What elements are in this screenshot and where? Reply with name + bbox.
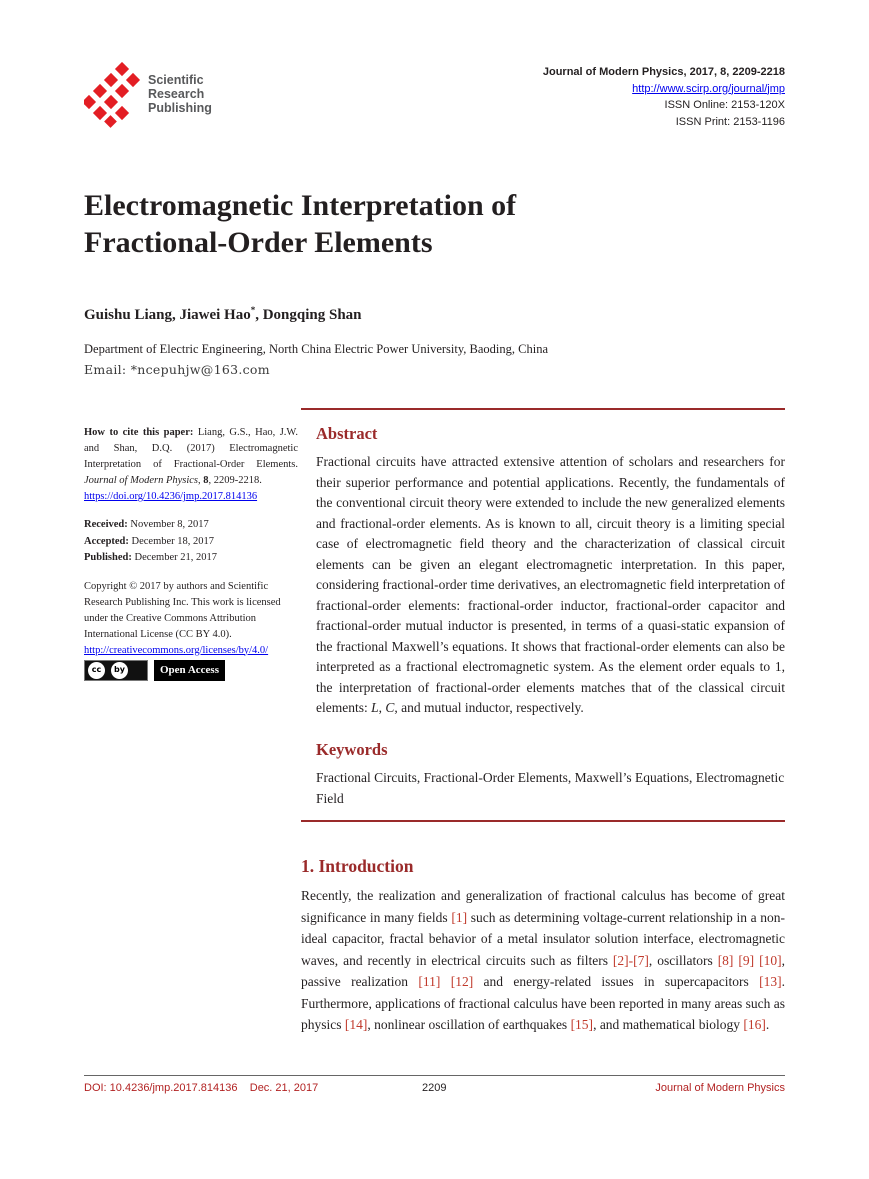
footer-date: Dec. 21, 2017 (249, 1082, 319, 1094)
abstract-top-rule (301, 408, 785, 410)
journal-header (543, 64, 785, 130)
reference-link[interactable]: [11] (418, 974, 441, 989)
reference-link[interactable]: [15] (570, 1017, 594, 1032)
issn-online: ISSN Online: 2153-120X (664, 99, 785, 111)
reference-link[interactable]: [8] (717, 952, 734, 968)
cc-by-badge[interactable] (84, 660, 148, 681)
doi-link[interactable]: https://doi.org/10.4236/jmp.2017.814136 (84, 491, 258, 502)
copyright-block: Copyright © 2017 by authors and Scientific Research Publishing Inc. This work is licensed under the Creative Commons Attribution International License (CC BY 4.0). http://creativecommons.org/licenses/by/4.0/ (84, 580, 281, 656)
footer-rule (84, 1075, 785, 1076)
reference-link[interactable]: [9] (738, 952, 755, 968)
abstract-section (316, 424, 785, 719)
reference-link[interactable]: [16] (743, 1017, 766, 1032)
affiliation: Department of Electric Engineering, North China Electric Power University, Baoding, China (84, 342, 548, 356)
dates-block: Received: November 8, 2017 Accepted: December 18, 2017 Published: December 21, 2017 (84, 519, 217, 563)
reference-link[interactable]: [1] (451, 909, 468, 925)
publisher-logo (84, 62, 234, 128)
reference-link[interactable]: [10] (759, 952, 782, 968)
issn-print: ISSN Print: 2153-1196 (675, 115, 785, 128)
reference-link[interactable]: [12] (450, 974, 474, 989)
journal-citation: Journal of Modern Physics, 2017, 8, 2209-2218 (542, 66, 785, 78)
by-icon: by (111, 662, 128, 679)
publisher-name: Scientific Research Publishing (148, 73, 212, 115)
cc-icon: cc (88, 662, 105, 679)
reference-link[interactable]: [2]-[7] (612, 952, 649, 968)
keywords-section (316, 740, 785, 809)
reference-link[interactable]: [14] (344, 1017, 368, 1032)
introduction-section (301, 856, 785, 1036)
authors: Guishu Liang, Jiawei Hao*, Dongqing Shan (84, 305, 362, 323)
publisher-logo-mark (84, 62, 144, 128)
abstract-bottom-rule (301, 820, 785, 822)
introduction-text: Recently, the realization and generalization of fractional calculus has become of great significance in many fields [1] such as determining voltage-current relationship in a non-ideal capacitor, fractal behavior of a metal insulator solution interface, electromagnetic waves, and recently in electrical circuits such as filters [2]-[7], oscillators [8] [9] [10], passive realization [11] [12] and energy-related issues in supercapacitors [13]. Furthermore, applications of fractional calculus have been reported in many areas such as physics [14], nonlinear oscillation of earthquakes [15], and mathematical biology [16]. (301, 888, 785, 1032)
license-link[interactable]: http://creativecommons.org/licenses/by/4.0/ (84, 644, 269, 656)
email: Email: *ncepuhjw@163.com (84, 362, 270, 377)
keywords-text: Fractional Circuits, Fractional-Order Elements, Maxwell’s Equations, Electromagnetic Field (316, 770, 785, 806)
page-number: 2209 (422, 1082, 447, 1094)
footer-journal: Journal of Modern Physics (655, 1082, 785, 1094)
citation-block: How to cite this paper: Liang, G.S., Hao, J.W. and Shan, D.Q. (2017) Electromagnetic Interpretation of Fractional-Order Elements. Journal of Modern Physics, 8, 2209-2218. https://doi.org/10.4236/jmp.2017.814136 (84, 427, 298, 502)
reference-link[interactable]: [13] (759, 974, 782, 989)
footer-doi: DOI: 10.4236/jmp.2017.814136 Dec. 21, 2017 (84, 1082, 319, 1094)
introduction-heading: 1. Introduction (301, 856, 414, 876)
sidebar (84, 425, 298, 681)
abstract-text: Fractional circuits have attracted extensive attention of scholars and researchers for their superior performance and potential applications. Recently, the fundamentals of the conventional circuit theory were extended to include the new generalized elements and fractional-order elements. As is known to all, circuit theory is a limiting special case of electromagnetic field theory and the characterization of classical circuit elements can be given an elegant electromagnetic interpretation. In this paper, considering fractional-order time derivatives, an electromagnetic field interpretation of fractional-order elements: fractional-order inductor, fractional-order capacitor and fractional-order mutual inductor is presented, in terms of a quasi-static expansion of the fractional Maxwell’s equations. It shows that fractional-order elements can also be interpreted as a fractional electromagnetic system. As the element order equals to 1, the interpretation of fractional-order elements matches that of the classical circuit elements: L, C, and mutual inductor, respectively. (316, 454, 785, 715)
paper-title: Electromagnetic Interpretation of Fractional-Order Elements (84, 189, 517, 259)
open-access-badge: Open Access (154, 660, 225, 681)
page-footer (84, 1082, 785, 1098)
keywords-heading: Keywords (316, 740, 388, 759)
abstract-heading: Abstract (316, 424, 378, 443)
journal-url-link[interactable]: http://www.scirp.org/journal/jmp (632, 82, 785, 95)
